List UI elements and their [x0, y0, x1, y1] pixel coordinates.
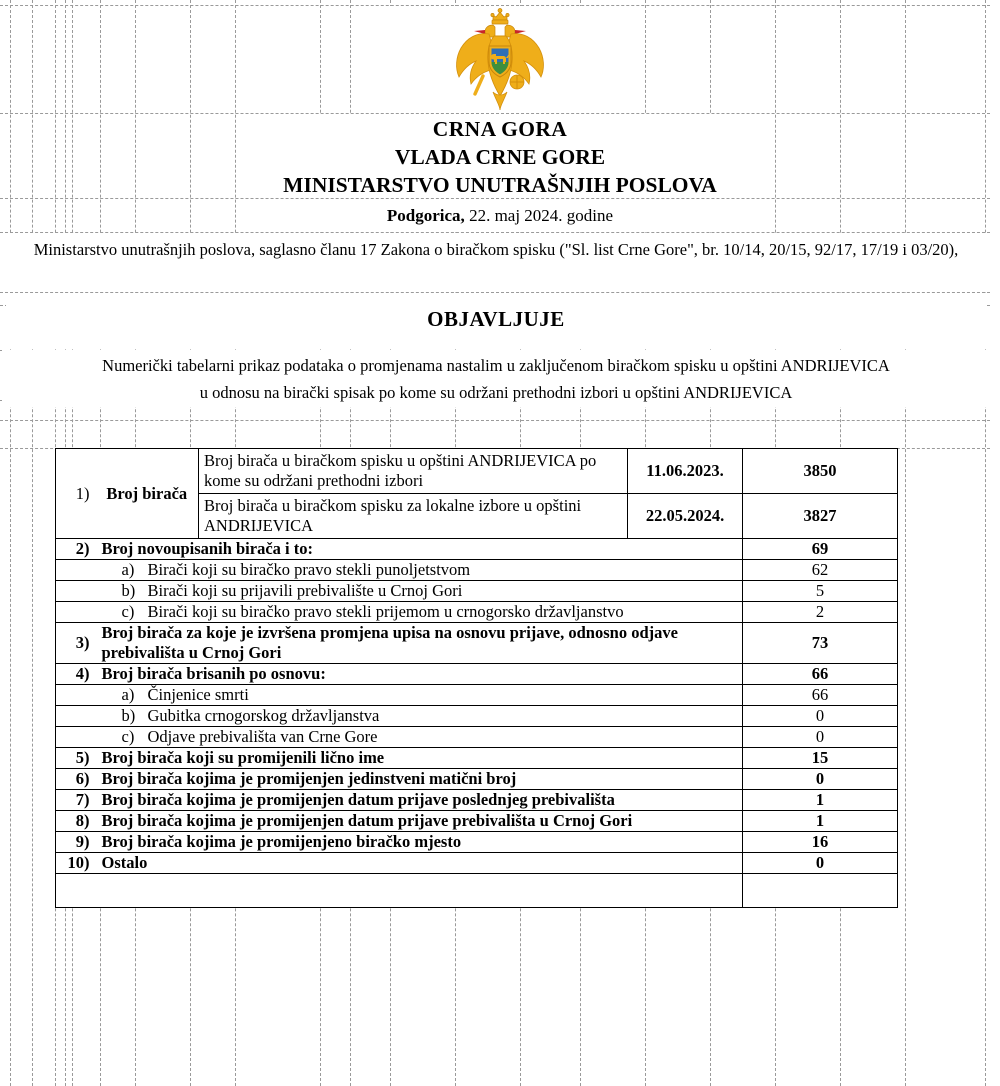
subject-line-2: u odnosu na birački spisak po kome su održani prethodni izbori u opštini ANDRIJEVICA: [199, 383, 793, 402]
row-number: [56, 560, 96, 581]
row-value: 15: [743, 748, 898, 769]
table-row: [56, 853, 898, 874]
row-sub-letter: a): [121, 685, 135, 704]
row-value: 3850: [743, 449, 898, 494]
table-row: [56, 602, 898, 623]
row-label: Broj birača za koje je izvršena promjena upisa na osnovu prijave, odnosno odjave prebivališta u Crnoj Gori: [96, 623, 743, 664]
row-number: 5): [56, 748, 96, 769]
row-number: [56, 706, 96, 727]
row-number: 8): [56, 811, 96, 832]
row-value: 73: [743, 623, 898, 664]
row-number: 1): [56, 449, 96, 539]
row-label: Broj birača brisanih po osnovu:: [96, 664, 743, 685]
subject-paragraph: [2, 350, 990, 407]
place-and-date: [253, 199, 747, 232]
row-label: Broj birača: [96, 449, 199, 539]
row-description: Broj birača u biračkom spisku za lokalne izbore u opštini ANDRIJEVICA: [199, 494, 628, 539]
table-row: [56, 790, 898, 811]
row-sub-letter: a): [121, 560, 135, 579]
table-row: [56, 706, 898, 727]
heading-line-government: VLADA CRNE GORE: [394, 145, 606, 169]
row-label: Ostalo: [96, 853, 743, 874]
row-label: Broj birača kojima je promijenjen jedinstveni matični broj: [96, 769, 743, 790]
crest-container: [380, 6, 620, 113]
heading-line-ministry: MINISTARSTVO UNUTRAŠNJIH POSLOVA: [283, 173, 717, 197]
row-number: [56, 727, 96, 748]
row-value: 66: [743, 685, 898, 706]
row-label: a) Birači koji su biračko pravo stekli punoljetstvom: [96, 560, 743, 581]
row-sub-letter: b): [121, 581, 136, 600]
row-value: 0: [743, 853, 898, 874]
issue-date: 22. maj 2024. godine: [464, 206, 614, 225]
row-value: 0: [743, 706, 898, 727]
row-date: 22.05.2024.: [628, 494, 743, 539]
table-row: [56, 748, 898, 769]
row-number: 4): [56, 664, 96, 685]
publishes-heading: OBJAVLJUJE: [6, 293, 986, 349]
table-row: [56, 727, 898, 748]
row-label: Broj birača kojima je promijenjen datum prijave poslednjeg prebivališta: [96, 790, 743, 811]
row-label: c) Odjave prebivališta van Crne Gore: [96, 727, 743, 748]
row-sub-letter: c): [121, 727, 135, 746]
table-row-clipped: [56, 874, 898, 908]
row-label: b) Birači koji su prijavili prebivalište u Crnoj Gori: [96, 581, 743, 602]
row-number: 9): [56, 832, 96, 853]
legal-basis-paragraph: Ministarstvo unutrašnjih poslova, saglasno članu 17 Zakona o biračkom spisku ("Sl. list Crne Gore", br. 10/14, 20/15, 92/17, 17/19 i 03/20),: [6, 233, 986, 292]
row-date: 11.06.2023.: [628, 449, 743, 494]
row-value: 5: [743, 581, 898, 602]
table-row: [56, 449, 898, 494]
table-row: [56, 560, 898, 581]
row-value: 1: [743, 811, 898, 832]
row-label: Broj birača koji su promijenili lično ime: [96, 748, 743, 769]
row-value: 66: [743, 664, 898, 685]
row-value: [743, 874, 898, 908]
row-description: Broj birača u biračkom spisku u opštini ANDRIJEVICA po kome su održani prethodni izbori: [199, 449, 628, 494]
row-number: [56, 602, 96, 623]
subject-line-1: Numerički tabelarni prikaz podataka o promjenama nastalim u zaključenom biračkom spisku u opštini ANDRIJEVICA: [102, 356, 890, 375]
row-value: 3827: [743, 494, 898, 539]
heading-line-country: CRNA GORA: [432, 117, 568, 141]
row-value: 0: [743, 727, 898, 748]
row-number: [56, 581, 96, 602]
table-row: [56, 539, 898, 560]
row-sub-letter: b): [121, 706, 136, 725]
row-value: 1: [743, 790, 898, 811]
row-label: Broj birača kojima je promijenjeno biračko mjesto: [96, 832, 743, 853]
row-label: b) Gubitka crnogorskog državljanstva: [96, 706, 743, 727]
table-row: [56, 685, 898, 706]
table-row: [56, 832, 898, 853]
row-value: 2: [743, 602, 898, 623]
ministry-heading: [253, 114, 747, 198]
voter-register-table-body: [56, 449, 898, 908]
row-label: Broj birača kojima je promijenjen datum prijave prebivališta u Crnoj Gori: [96, 811, 743, 832]
row-number: 6): [56, 769, 96, 790]
row-value: 16: [743, 832, 898, 853]
table-row: [56, 811, 898, 832]
row-number: [56, 874, 96, 908]
place-name: Podgorica,: [386, 206, 465, 225]
row-label: c) Birači koji su biračko pravo stekli prijemom u crnogorsko državljanstvo: [96, 602, 743, 623]
table-row: [56, 623, 898, 664]
table-row: [56, 664, 898, 685]
row-value: 69: [743, 539, 898, 560]
row-label: Broj novoupisanih birača i to:: [96, 539, 743, 560]
row-number: [56, 685, 96, 706]
row-number: 7): [56, 790, 96, 811]
coat-of-arms-montenegro-icon: [441, 6, 559, 113]
row-number: 2): [56, 539, 96, 560]
row-label: [96, 874, 743, 908]
table-row: [56, 581, 898, 602]
voter-register-table: [55, 448, 898, 908]
table-row: [56, 769, 898, 790]
row-number: 10): [56, 853, 96, 874]
row-value: 0: [743, 769, 898, 790]
row-number: 3): [56, 623, 96, 664]
row-sub-letter: c): [121, 602, 135, 621]
row-label: a) Činjenice smrti: [96, 685, 743, 706]
row-value: 62: [743, 560, 898, 581]
